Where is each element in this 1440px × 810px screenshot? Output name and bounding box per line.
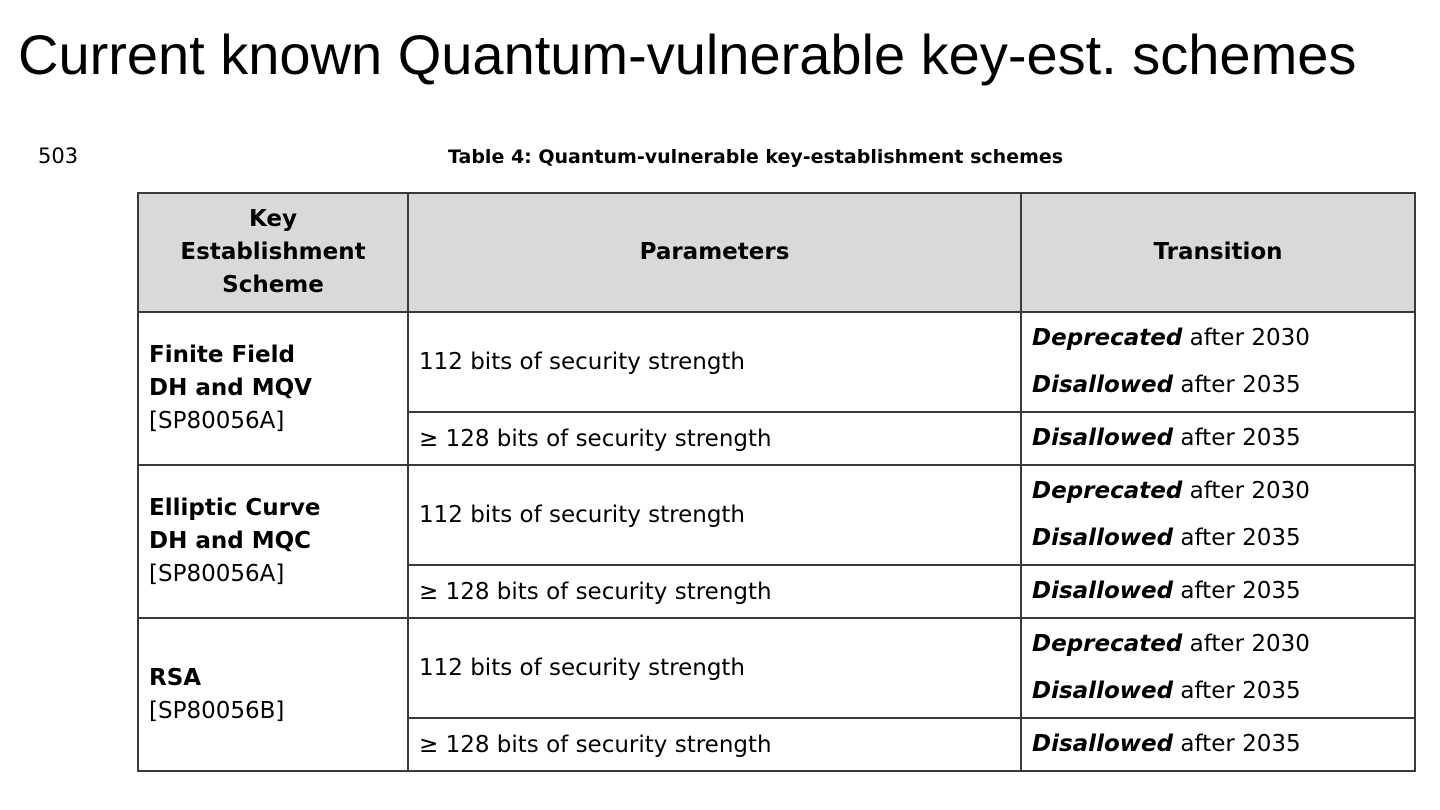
table-row [138, 312, 1415, 412]
status-label: Disallowed [1032, 678, 1174, 704]
transition-cell [1021, 412, 1415, 465]
transition-line [1032, 515, 1404, 562]
key-establishment-table [137, 192, 1416, 772]
transition-line [1032, 362, 1404, 409]
transition-line [1032, 315, 1404, 362]
transition-cell [1021, 312, 1415, 412]
scheme-cell [138, 618, 408, 771]
status-date: after 2035 [1180, 731, 1301, 757]
status-date: after 2030 [1189, 631, 1310, 657]
status-label: Disallowed [1032, 425, 1174, 451]
transition-cell [1021, 618, 1415, 718]
parameter-cell: 112 bits of security strength [408, 312, 1021, 412]
status-date: after 2035 [1180, 372, 1301, 398]
table-row [138, 465, 1415, 565]
status-date: after 2035 [1180, 678, 1301, 704]
table-row [138, 618, 1415, 718]
transition-line [1032, 621, 1404, 668]
status-label: Disallowed [1032, 578, 1174, 604]
scheme-reference: [SP80056A] [149, 408, 285, 434]
status-date: after 2035 [1180, 425, 1301, 451]
header-parameters: Parameters [408, 193, 1021, 312]
transition-cell [1021, 565, 1415, 618]
scheme-reference: [SP80056B] [149, 697, 285, 724]
header-transition: Transition [1021, 193, 1415, 312]
status-label: Disallowed [1032, 372, 1174, 398]
status-date: after 2030 [1189, 478, 1310, 504]
parameter-cell: ≥ 128 bits of security strength [408, 565, 1021, 618]
scheme-cell [138, 465, 408, 618]
transition-cell [1021, 465, 1415, 565]
slide-title: Current known Quantum-vulnerable key-est. schemes [18, 23, 1357, 86]
parameter-cell: 112 bits of security strength [408, 465, 1021, 565]
parameter-cell: 112 bits of security strength [408, 618, 1021, 718]
scheme-reference: [SP80056A] [149, 561, 285, 587]
line-number: 503 [38, 144, 79, 168]
status-label: Deprecated [1032, 478, 1183, 504]
status-date: after 2030 [1189, 325, 1310, 351]
status-date: after 2035 [1180, 525, 1301, 551]
status-label: Disallowed [1032, 731, 1174, 757]
status-label: Deprecated [1032, 325, 1183, 351]
parameter-cell: ≥ 128 bits of security strength [408, 412, 1021, 465]
transition-line [1032, 468, 1404, 515]
scheme-name: RSA [149, 664, 202, 691]
table-header-row [138, 193, 1415, 312]
table-caption: Table 4: Quantum-vulnerable key-establishment schemes [448, 146, 1064, 168]
status-label: Deprecated [1032, 631, 1183, 657]
transition-line [1032, 668, 1404, 715]
scheme-name: Elliptic Curve DH and MQC [149, 495, 321, 554]
status-date: after 2035 [1180, 578, 1301, 604]
transition-cell [1021, 718, 1415, 771]
scheme-name: Finite Field DH and MQV [149, 342, 312, 401]
status-label: Disallowed [1032, 525, 1174, 551]
parameter-cell: ≥ 128 bits of security strength [408, 718, 1021, 771]
header-scheme: Key Establishment Scheme [138, 193, 408, 312]
scheme-cell [138, 312, 408, 465]
